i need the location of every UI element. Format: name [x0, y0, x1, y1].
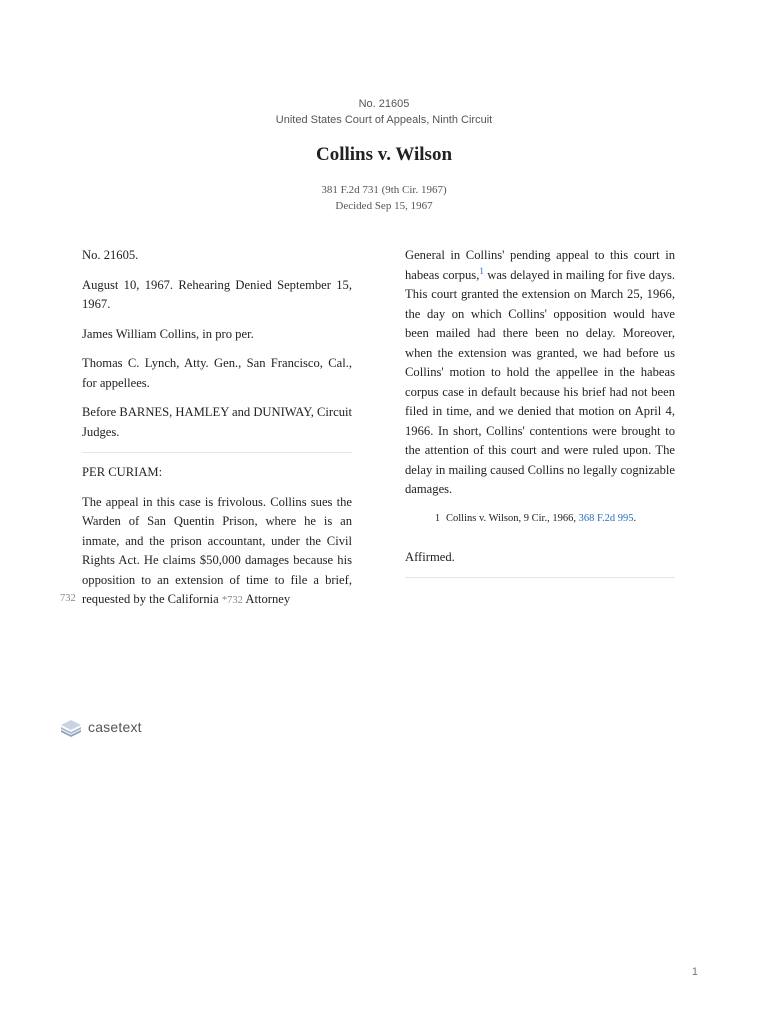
- case-header: [0, 96, 768, 214]
- footnote-end: .: [633, 512, 637, 524]
- end-divider: [405, 577, 675, 578]
- footnote-reference-link[interactable]: 1: [479, 265, 484, 276]
- dates-paragraph: August 10, 1967. Rehearing Denied September 15, 1967.: [82, 277, 352, 311]
- opinion-text-start: The appeal in this case is frivolous. Collins sues the Warden of San Quentin Prison, where he is an inmate, and the prison accountant, under the Civil Rights Act. He claims $50,000 damages because his opposition to an extension of time to file a brief, requested by the California: [82, 494, 352, 606]
- footnote-number: 1: [435, 512, 440, 524]
- margin-page-number: 732: [60, 593, 76, 604]
- per-curiam-heading: PER CURIAM:: [82, 465, 163, 479]
- judges-paragraph: Before BARNES, HAMLEY and DUNIWAY, Circuit Judges.: [82, 405, 352, 439]
- case-title: Collins v. Wilson: [315, 144, 453, 165]
- docket-number: No. 21605: [358, 98, 410, 110]
- opinion-body-start: [82, 493, 352, 611]
- right-column: [405, 246, 675, 588]
- court-name: United States Court of Appeals, Ninth Circuit: [275, 114, 493, 126]
- opinion-body-continued: [405, 246, 675, 500]
- case-citation: 381 F.2d 731 (9th Cir. 1967): [321, 184, 447, 196]
- appellee-counsel: Thomas C. Lynch, Atty. Gen., San Francisco, Cal., for appellees.: [82, 356, 352, 390]
- brand-name: casetext: [88, 719, 142, 735]
- star-page-marker: *732: [221, 595, 243, 606]
- opinion-text-end: Attorney: [245, 592, 291, 606]
- decision-date: Decided Sep 15, 1967: [335, 200, 433, 212]
- footnote-text: Collins v. Wilson, 9 Cir., 1966,: [446, 512, 576, 524]
- appellant-counsel: James William Collins, in pro per.: [82, 326, 254, 341]
- casetext-logo[interactable]: [60, 716, 142, 738]
- opinion-text-before-ref: General in Collins' pending appeal to this court in habeas corpus,: [405, 248, 675, 282]
- casetext-logo-icon: [60, 716, 82, 738]
- left-column: [82, 246, 352, 621]
- section-divider: [82, 452, 352, 453]
- footnote: [405, 510, 675, 528]
- citation-link[interactable]: 368 F.2d 995: [578, 512, 634, 524]
- page-number: 1: [691, 966, 698, 978]
- disposition: Affirmed.: [405, 549, 455, 564]
- opinion-text-after-ref: was delayed in mailing for five days. This court granted the extension on March 25, 1966, the day on which Collins' opposition would have been mailed had there been no delay. Moreover, when the extension was granted, we had before us Collins' motion to hold the appellee in the habeas corpus case in default because his brief had not been filed in time, and we denied that motion on April 4, 1966. In short, Collins' contentions were brought to the attention of this court and were ruled upon. The delay in mailing caused Collins no legally cognizable damages.: [405, 267, 676, 496]
- docket-paragraph: No. 21605.: [82, 248, 139, 262]
